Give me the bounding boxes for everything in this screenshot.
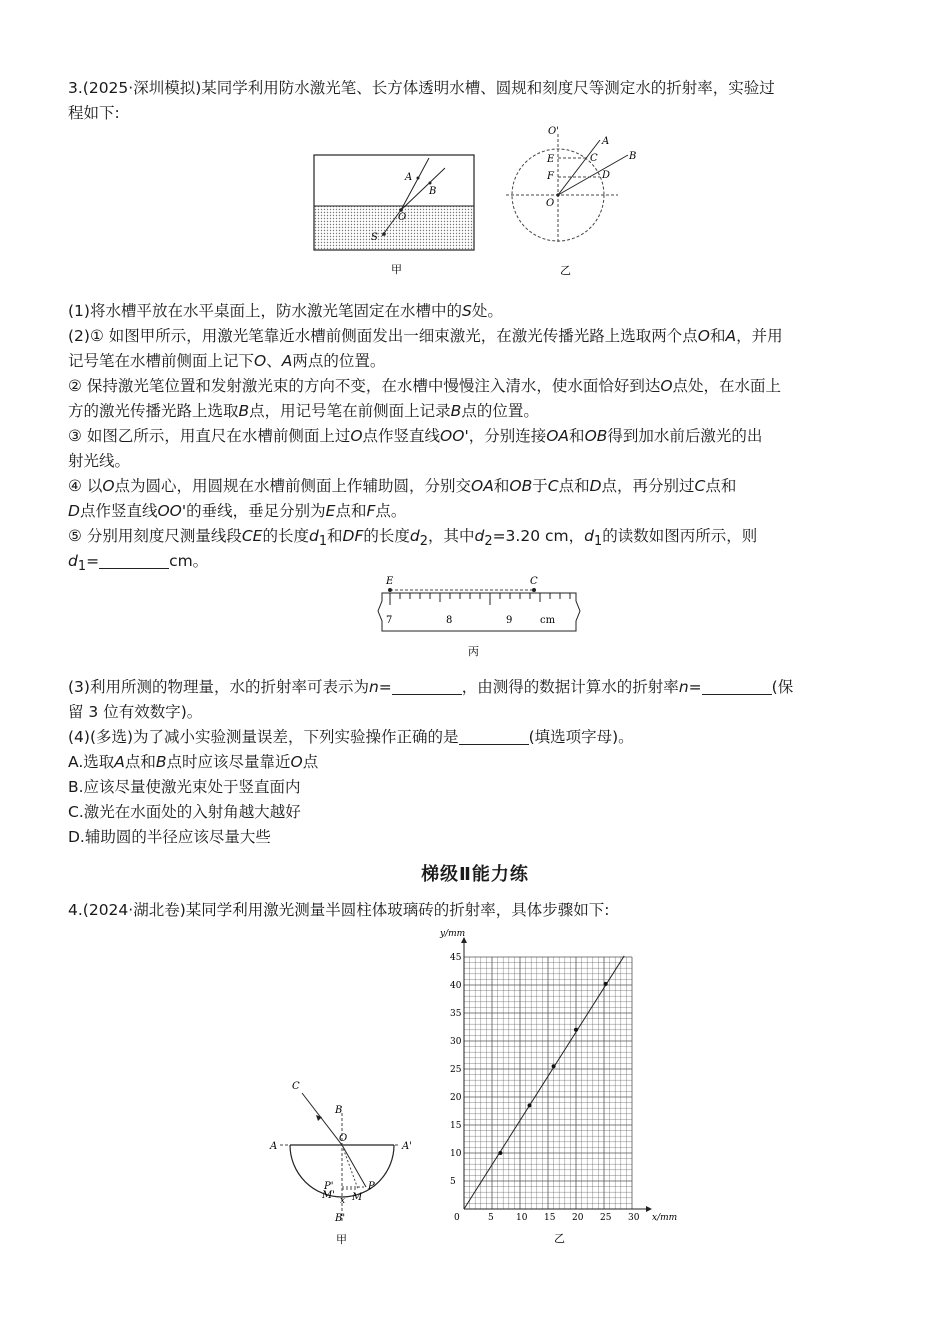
svg-text:x: x — [340, 1196, 346, 1206]
chart-xlabel: x/mm — [652, 1213, 678, 1223]
option-d: D.辅助圆的半径应该尽量大些 — [68, 828, 271, 846]
svg-text:C: C — [590, 153, 598, 164]
svg-text:A: A — [602, 136, 610, 147]
svg-text:8: 8 — [446, 615, 453, 626]
svg-text:B: B — [629, 151, 637, 162]
x-tick-label: 0 — [454, 1213, 460, 1223]
svg-text:B: B — [335, 1105, 343, 1116]
svg-text:C: C — [292, 1081, 300, 1092]
q3-step4-line1: ③ 如图乙所示，用直尺在水槽前侧面上过O点作竖直线OO'，分别连接OA和OB得到加水前后激光的出 — [68, 427, 763, 445]
svg-text:M: M — [352, 1192, 363, 1203]
q3-part3-line2: 留 3 位有效数字)。 — [68, 703, 203, 721]
y-tick-label: 5 — [450, 1177, 456, 1187]
svg-text:F: F — [547, 171, 554, 182]
caption-jia: 甲 — [391, 263, 402, 276]
ruler-point-C — [532, 588, 536, 592]
y-tick-label: 20 — [450, 1093, 462, 1103]
figure-tank — [305, 148, 490, 278]
caption-jia-2: 甲 — [336, 1233, 347, 1246]
x-tick-label: 5 — [488, 1213, 494, 1223]
q3-step5-line1: ④ 以O点为圆心，用圆规在水槽前侧面上作辅助圆，分别交OA和OB于C点和D点，再分别过C点和 — [68, 477, 737, 495]
q3-step3-line2: 方的激光传播光路上选取B点，用记号笔在前侧面上记录B点的位置。 — [68, 402, 539, 420]
figure-circle — [500, 122, 650, 282]
label-O: O — [398, 212, 407, 223]
chart-grid — [464, 957, 632, 1209]
y-tick-label: 30 — [450, 1037, 462, 1047]
label-S: S — [371, 232, 378, 243]
option-a: A.选取A点和B点时应该尽量靠近O点 — [68, 753, 319, 771]
ray-OA — [558, 140, 600, 195]
x-tick-label: 25 — [600, 1213, 612, 1223]
chart-ticks — [450, 953, 640, 1223]
svg-text:M': M' — [322, 1190, 335, 1201]
q3-step6-line2: $d_1=$ cm。 — [68, 552, 209, 575]
chart-marks — [464, 956, 624, 1209]
option-b: B.应该尽量使激光束处于竖直面内 — [68, 778, 301, 796]
x-tick-label: 30 — [628, 1213, 640, 1223]
section-heading: 梯级Ⅱ能力练 — [421, 864, 529, 885]
x-axis-arrow — [646, 1206, 652, 1212]
data-point — [552, 1064, 556, 1068]
q3-part4: (4)(多选)为了减小实验测量误差，下列实验操作正确的是 (填选项字母)。 — [68, 728, 634, 746]
fit-line — [464, 956, 624, 1209]
y-tick-label: 45 — [450, 953, 462, 963]
svg-text:A: A — [270, 1141, 278, 1152]
figure-ruler — [368, 573, 588, 663]
laser-path-ab — [401, 158, 429, 210]
x-tick-label: 20 — [572, 1213, 584, 1223]
label-B: B — [429, 186, 437, 197]
label-A: A — [405, 172, 413, 183]
svg-text:9: 9 — [506, 615, 513, 626]
answer-blank-formula[interactable] — [392, 678, 462, 695]
ruler-point-E — [388, 588, 392, 592]
answer-blank-d1[interactable] — [99, 552, 169, 569]
data-point — [574, 1028, 578, 1032]
data-point — [604, 982, 608, 986]
figure-semicircle — [262, 1075, 432, 1250]
y-tick-label: 40 — [450, 981, 462, 991]
svg-text:E: E — [547, 154, 555, 165]
svg-text:P: P — [368, 1181, 375, 1192]
q3-step2-line2: 记号笔在水槽前侧面上记下O、A两点的位置。 — [68, 352, 386, 370]
svg-text:B': B' — [335, 1213, 346, 1224]
svg-text:A': A' — [402, 1141, 412, 1152]
caption-yi: 乙 — [560, 264, 571, 277]
y-tick-label: 15 — [450, 1121, 462, 1131]
q3-step1: (1)将水槽平放在水平桌面上，防水激光笔固定在水槽中的S处。 — [68, 302, 503, 320]
q3-step6-line1: ⑤ 分别用刻度尺测量线段CE的长度$d_1$和DF的长度$d_2$，其中$d_2=3.20$ cm，$d_1$的读数如图丙所示，则 — [68, 527, 758, 550]
svg-text:E: E — [386, 576, 394, 587]
svg-text:P': P' — [324, 1181, 334, 1192]
caption-bing: 丙 — [468, 645, 479, 658]
data-point — [498, 1151, 502, 1155]
x-tick-label: 15 — [544, 1213, 556, 1223]
q3-step3-line1: ② 保持激光笔位置和发射激光束的方向不变，在水槽中慢慢注入清水，使水面恰好到达O点处，在水面上 — [68, 377, 782, 395]
svg-text:O': O' — [548, 126, 559, 137]
x-tick-label: 10 — [516, 1213, 528, 1223]
q3-line2: 程如下: — [68, 104, 120, 122]
option-c: C.激光在水面处的入射角越大越好 — [68, 803, 301, 821]
svg-text:cm: cm — [540, 615, 556, 626]
tank-water — [314, 206, 474, 250]
data-point — [528, 1103, 532, 1107]
svg-text:D: D — [602, 170, 611, 181]
q4-line1: 4.(2024·湖北卷)某同学利用激光测量半圆柱体玻璃砖的折射率，具体步骤如下: — [68, 901, 610, 919]
q3-step2-line1: (2)① 如图甲所示，用激光笔靠近水槽前侧面发出一细束激光，在激光传播光路上选取两个点O和A，并用 — [68, 327, 783, 345]
y-tick-label: 25 — [450, 1065, 462, 1075]
y-tick-label: 35 — [450, 1009, 462, 1019]
svg-text:7: 7 — [386, 615, 393, 626]
svg-text:C: C — [530, 576, 538, 587]
answer-blank-choice[interactable] — [459, 728, 529, 745]
ruler-ticks — [390, 593, 570, 605]
answer-blank-n[interactable] — [702, 678, 772, 695]
incident-ray — [302, 1093, 342, 1145]
q3-step5-line2: D点作竖直线OO'的垂线，垂足分别为E点和F点。 — [68, 502, 407, 520]
y-tick-label: 10 — [450, 1149, 462, 1159]
q3-line1: 3.(2025·深圳模拟)某同学利用防水激光笔、长方体透明水槽、圆规和刻度尺等测定水的折射率，实验过 — [68, 79, 775, 97]
svg-text:O: O — [546, 198, 555, 209]
svg-text:O: O — [339, 1133, 348, 1144]
chart-svg — [430, 922, 695, 1247]
chart-ylabel: y/mm — [440, 929, 466, 939]
caption-yi-2: 乙 — [554, 1232, 565, 1245]
q3-part3-line1: (3)利用所测的物理量，水的折射率可表示为n= ，由测得的数据计算水的折射率n= (保 — [68, 678, 794, 696]
q3-step4-line2: 射光线。 — [68, 452, 131, 470]
